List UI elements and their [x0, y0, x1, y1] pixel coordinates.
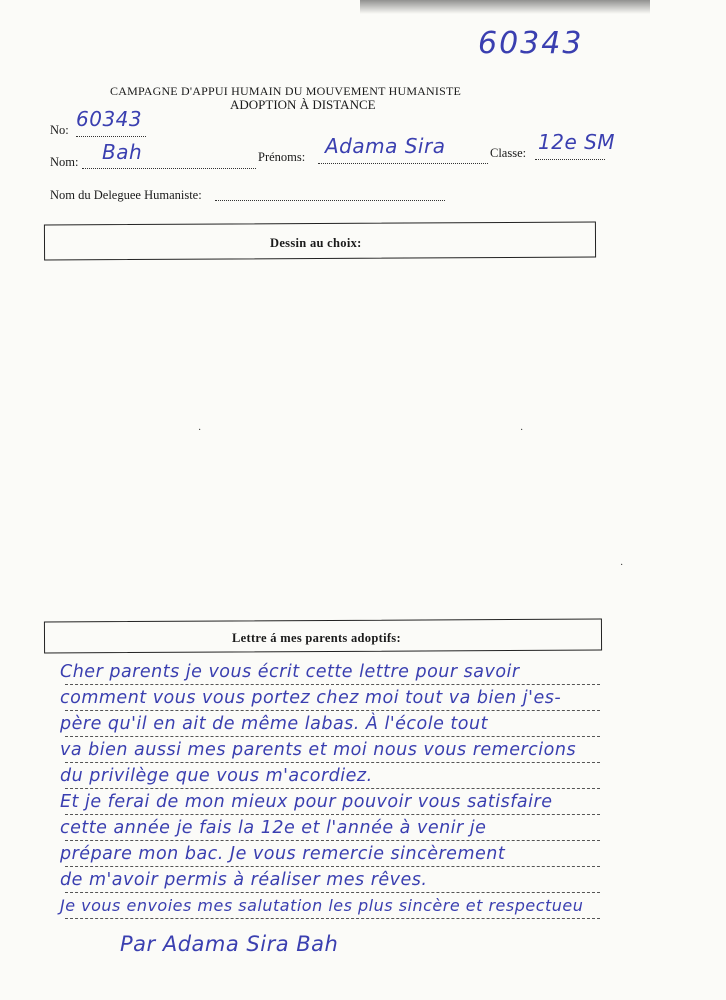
scan-shadow — [360, 0, 650, 14]
prenoms-value: Adama Sira — [325, 134, 446, 158]
nom-value: Bah — [102, 140, 143, 164]
delegue-label: Nom du Deleguee Humaniste: — [50, 188, 202, 202]
signature: Par Adama Sira Bah — [120, 932, 339, 956]
letter-rule — [65, 684, 600, 685]
no-label: No: — [50, 123, 69, 137]
letter-line: prépare mon bac. Je vous remercie sincèrement — [60, 844, 506, 864]
letter-rule — [65, 788, 600, 789]
letter-line: Et je ferai de mon mieux pour pouvoir vous satisfaire — [60, 792, 553, 812]
prenoms-dotted-line — [318, 163, 488, 164]
prenoms-label: Prénoms: — [258, 150, 306, 164]
letter-section-title: Lettre á mes parents adoptifs: — [232, 631, 401, 645]
letter-line: Cher parents je vous écrit cette lettre pour savoir — [60, 662, 520, 682]
letter-line: Je vous envoies mes salutation les plus sincère et respectueu — [60, 896, 584, 915]
letter-rule — [65, 866, 600, 867]
no-dotted-line — [76, 136, 146, 137]
reference-number-handwritten: 60343 — [478, 26, 584, 61]
scan-speck: · — [198, 425, 202, 436]
nom-label: Nom: — [50, 155, 79, 169]
delegue-dotted-line — [215, 200, 445, 201]
form-subtitle: ADOPTION À DISTANCE — [230, 97, 376, 112]
classe-value: 12e SM — [538, 130, 616, 154]
scan-speck: · — [520, 425, 524, 436]
letter-line: cette année je fais la 12e et l'année à venir je — [60, 818, 487, 838]
no-value: 60343 — [76, 107, 143, 131]
classe-dotted-line — [535, 159, 605, 160]
letter-line: va bien aussi mes parents et moi nous vous remercions — [60, 740, 577, 760]
letter-rule — [65, 892, 600, 893]
letter-line: père qu'il en ait de même labas. À l'école tout — [60, 714, 488, 734]
classe-label: Classe: — [490, 146, 527, 160]
letter-rule — [65, 762, 600, 763]
letter-line: comment vous vous portez chez moi tout va bien j'es- — [60, 688, 562, 708]
letter-line: du privilège que vous m'acordiez. — [60, 766, 373, 786]
letter-rule — [65, 840, 600, 841]
letter-rule — [65, 710, 600, 711]
letter-rule — [65, 814, 600, 815]
scan-speck: · — [620, 560, 624, 571]
letter-rule — [65, 736, 600, 737]
letter-rule — [65, 918, 600, 919]
campaign-header: CAMPAGNE D'APPUI HUMAIN DU MOUVEMENT HUMANISTE — [110, 84, 462, 98]
letter-line: de m'avoir permis à réaliser mes rêves. — [60, 870, 428, 890]
nom-dotted-line — [82, 168, 256, 169]
drawing-section-title: Dessin au choix: — [270, 236, 362, 250]
